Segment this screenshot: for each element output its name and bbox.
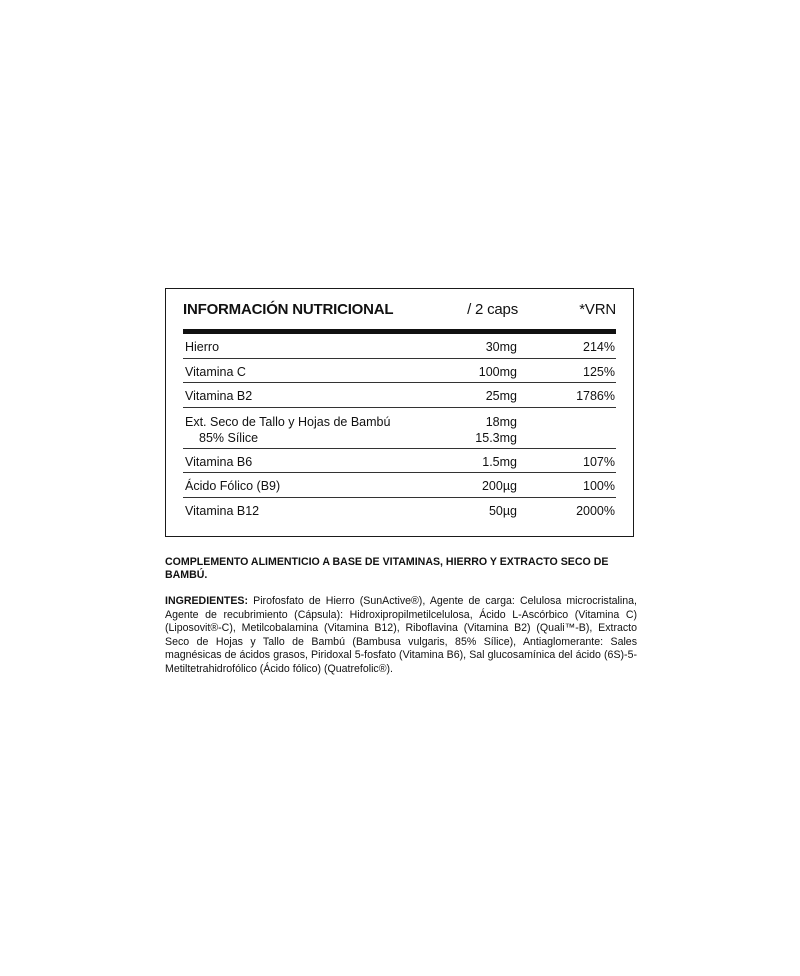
nutrient-name: Vitamina C <box>185 365 246 379</box>
nutrition-facts-table <box>165 288 634 537</box>
nutrient-amount: 50µg <box>488 504 517 518</box>
nutrient-vrn: 1786% <box>576 389 615 403</box>
nutrient-name: Vitamina B12 <box>185 504 260 518</box>
nutrient-name-block <box>185 414 390 446</box>
nutrient-amount-block <box>475 414 517 446</box>
table-row <box>183 408 616 449</box>
nutrient-vrn: 2000% <box>576 504 615 518</box>
table-row <box>183 498 616 522</box>
ingredients-text: Pirofosfato de Hierro (SunActive®), Agente de carga: Celulosa microcristalina, Agente de recubrimiento (Cápsula): Hidroxipropilmetilcelulosa, Ácido L-Ascórbico (Vitamina C) (Liposovit®-C), Metilcobalamina (Vitamina B12), Riboflavina (Vitamina B2) (Quali™-B), Extracto Seco de Hojas y Tallo de Bambú (Bambusa vulgaris, 85% Sílice), Antiaglomerante: Sales magnésicas de ácidos grasos, Piridoxal 5-fosfato (Vitamina B6), Sal glucosamínica del ácido (6S)-5-Metiltetrahidrofólico (Ácido fólico) (Quatrefolic®). <box>165 595 637 675</box>
nutrient-name: Hierro <box>185 340 220 354</box>
table-row <box>183 473 616 498</box>
table-row <box>183 383 616 408</box>
ingredients-label: INGREDIENTES: <box>165 595 248 607</box>
nutrient-name: Vitamina B2 <box>185 389 253 403</box>
nutrient-amount: 18mg <box>485 415 517 429</box>
nutrient-vrn: 125% <box>583 365 615 379</box>
nutrient-subamount: 15.3mg <box>475 431 517 445</box>
table-title: INFORMACIÓN NUTRICIONAL <box>183 301 394 318</box>
nutrient-amount: 100mg <box>478 365 517 379</box>
nutrient-name: Ácido Fólico (B9) <box>185 479 281 493</box>
nutrient-vrn: 107% <box>583 455 615 469</box>
nutrient-name: Vitamina B6 <box>185 455 253 469</box>
nutrient-amount: 200µg <box>481 479 517 493</box>
product-description: COMPLEMENTO ALIMENTICIO A BASE DE VITAMINAS, HIERRO Y EXTRACTO SECO DE BAMBÚ. <box>165 556 609 581</box>
ingredients-paragraph <box>165 595 637 676</box>
nutrient-subname: 85% Sílice <box>199 431 259 445</box>
nutrient-amount: 1.5mg <box>482 455 517 469</box>
nutrient-amount: 30mg <box>485 340 517 354</box>
table-row <box>183 449 616 473</box>
nutrient-name: Ext. Seco de Tallo y Hojas de Bambú <box>185 415 391 429</box>
nutrient-vrn: 100% <box>583 479 615 493</box>
table-row <box>183 334 616 359</box>
nutrient-amount: 25mg <box>485 389 517 403</box>
nutrient-rows <box>183 334 616 522</box>
table-header <box>183 301 616 323</box>
nutrient-vrn: 214% <box>583 340 615 354</box>
table-row <box>183 359 616 383</box>
vrn-column-header: *VRN <box>579 301 616 318</box>
dose-column-header: / 2 caps <box>467 301 518 318</box>
